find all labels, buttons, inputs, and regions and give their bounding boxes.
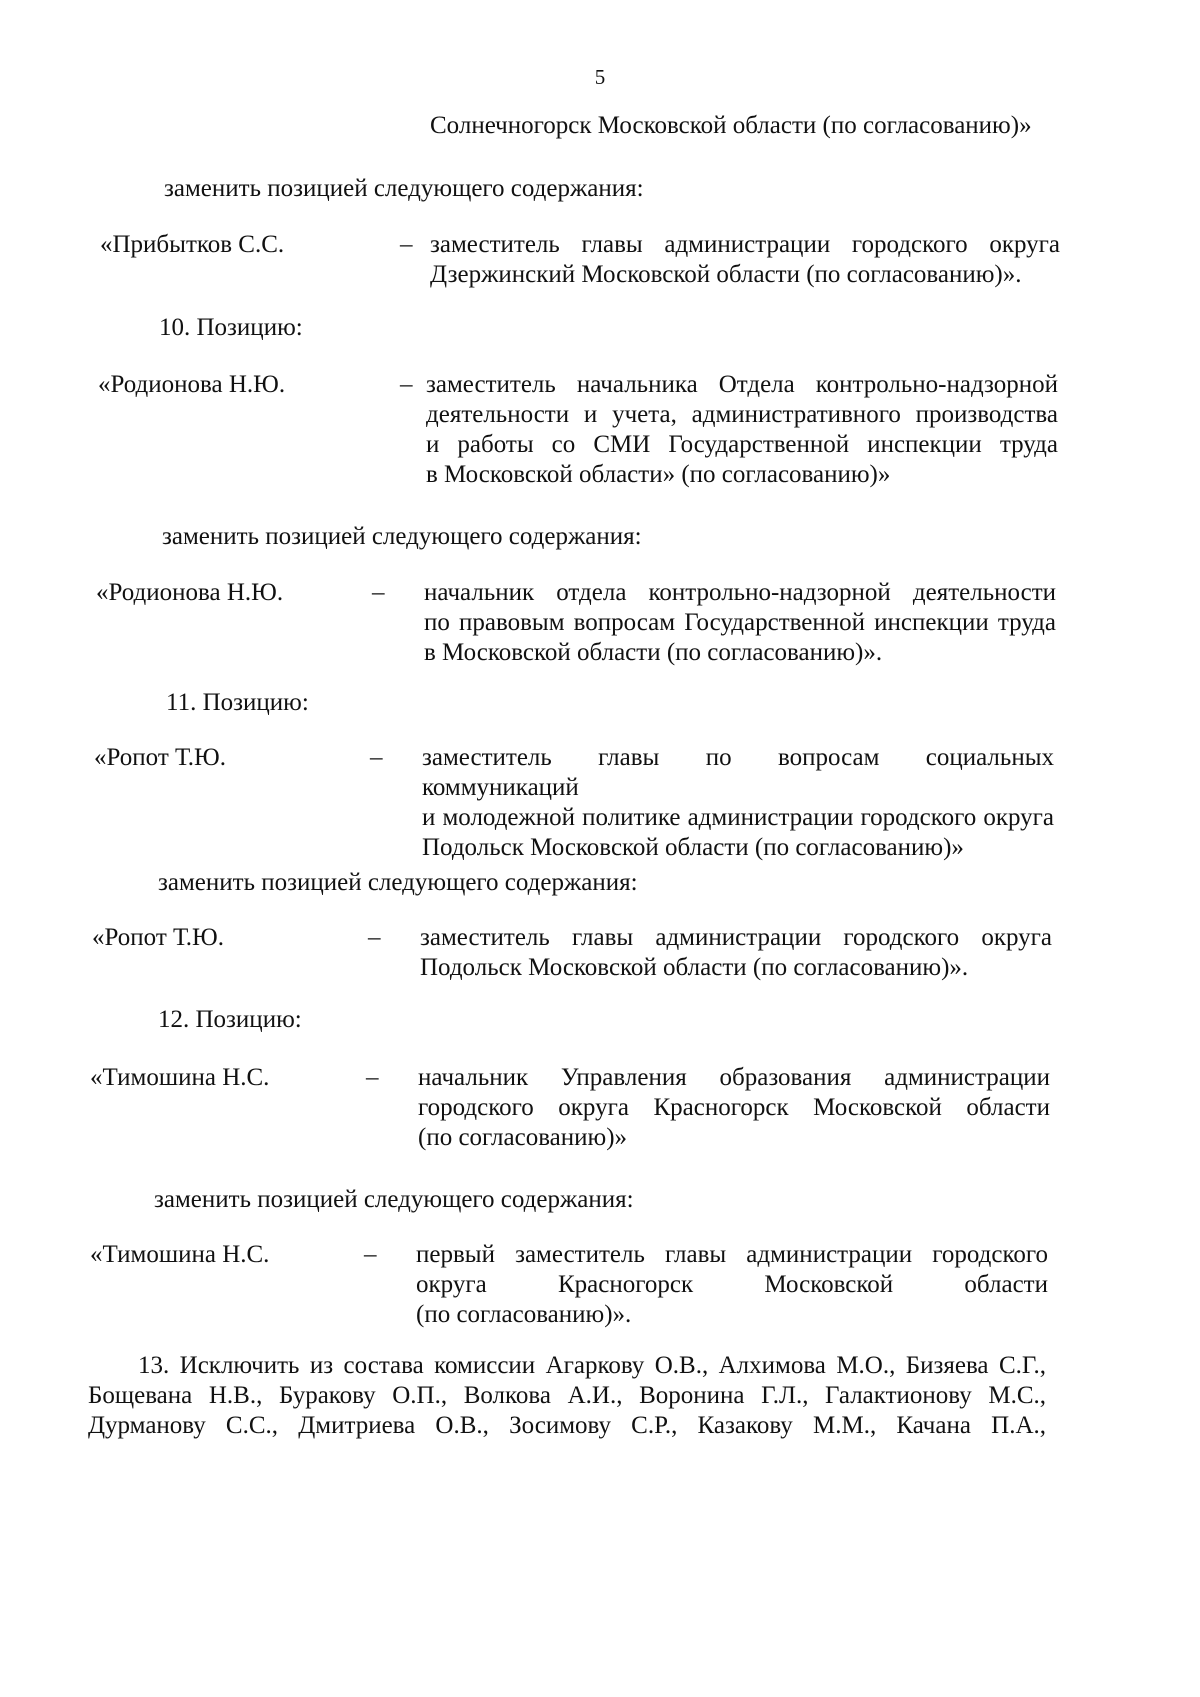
entry-description-line: Дзержинский Московской области (по согласованию)».: [430, 261, 1022, 288]
entry-description-line: и молодежной политике администрации городского округа: [422, 804, 1054, 831]
entry-rodionova-old: [100, 370, 1100, 494]
entry-ropot-new: [92, 923, 1100, 985]
entry-name: «Ропот Т.Ю.: [94, 744, 226, 771]
entry-description-line: (по согласованию)».: [416, 1301, 632, 1328]
entry-description: [426, 370, 1058, 490]
paragraph-line: Бощевана Н.В., Буракову О.П., Волкова А.И., Воронина Г.Л., Галактионову М.С.,: [88, 1382, 1046, 1409]
entry-description-line: в Московской области (по согласованию)».: [424, 639, 883, 666]
entry-description-line: в Московской области» (по согласованию)»: [426, 461, 891, 488]
position-heading-12: 12. Позицию:: [158, 1006, 302, 1033]
paragraph-line: Дурманову С.С., Дмитриева О.В., Зосимову С.Р., Казакову М.М., Качана П.А.,: [88, 1412, 1046, 1439]
entry-description-line: заместитель главы по вопросам социальных коммуникаций: [422, 744, 1054, 801]
entry-description-line: Подольск Московской области (по согласованию)».: [420, 954, 969, 981]
entry-name: «Тимошина Н.С.: [90, 1241, 270, 1268]
entry-description-line: и работы со СМИ Государственной инспекции труда: [426, 431, 1058, 458]
entry-description-line: начальник Управления образования администрации: [418, 1064, 1050, 1091]
replace-phrase: заменить позицией следующего содержания:: [164, 175, 644, 202]
entry-description-line: деятельности и учета, административного производства: [426, 401, 1058, 428]
item-13-paragraph: [88, 1351, 1046, 1441]
paragraph-line: 13. Исключить из состава комиссии Агаркову О.В., Алхимова М.О., Бизяева С.Г.,: [138, 1352, 1046, 1379]
continuation-line: Солнечногорск Московской области (по согласованию)»: [430, 112, 1032, 139]
entry-pribytkov-new: [100, 230, 1100, 292]
entry-dash: –: [366, 1064, 379, 1091]
entry-description-line: городского округа Красногорск Московской области: [418, 1094, 1050, 1121]
entry-description: [418, 1063, 1050, 1153]
entry-rodionova-new: [96, 578, 1100, 670]
entry-timoshina-old: [90, 1063, 1100, 1155]
replace-phrase: заменить позицией следующего содержания:: [154, 1186, 634, 1213]
entry-description-line: округа Красногорск Московской области: [416, 1271, 1048, 1298]
entry-description-line: по правовым вопросам Государственной инспекции труда: [424, 609, 1056, 636]
entry-dash: –: [364, 1241, 377, 1268]
entry-description-line: заместитель главы администрации городского округа: [430, 231, 1060, 258]
entry-name: «Ропот Т.Ю.: [92, 924, 224, 951]
entry-description: [420, 923, 1052, 983]
entry-description: [424, 578, 1056, 668]
entry-name: «Тимошина Н.С.: [90, 1064, 270, 1091]
entry-description: [430, 230, 1060, 290]
entry-ropot-old: [94, 743, 1100, 861]
entry-dash: –: [400, 371, 413, 398]
entry-dash: –: [368, 924, 381, 951]
entry-name: «Прибытков С.С.: [100, 231, 285, 258]
entry-timoshina-new: [90, 1240, 1100, 1332]
position-heading-10: 10. Позицию:: [159, 314, 303, 341]
entry-description-line: первый заместитель главы администрации городского: [416, 1241, 1048, 1268]
replace-phrase: заменить позицией следующего содержания:: [158, 869, 638, 896]
entry-name: «Родионова Н.Ю.: [96, 579, 284, 606]
entry-description-line: начальник отдела контрольно-надзорной деятельности: [424, 579, 1056, 606]
entry-description-line: заместитель начальника Отдела контрольно-надзорной: [426, 371, 1058, 398]
entry-dash: –: [370, 744, 383, 771]
entry-dash: –: [400, 231, 413, 258]
entry-dash: –: [372, 579, 385, 606]
position-heading-11: 11. Позицию:: [166, 689, 309, 716]
entry-description-line: (по согласованию)»: [418, 1124, 628, 1151]
entry-description: [422, 743, 1054, 863]
entry-description-line: заместитель главы администрации городского округа: [420, 924, 1052, 951]
page-number: 5: [594, 65, 606, 89]
entry-description-line: Подольск Московской области (по согласованию)»: [422, 834, 964, 861]
entry-name: «Родионова Н.Ю.: [98, 371, 286, 398]
entry-description: [416, 1240, 1048, 1330]
replace-phrase: заменить позицией следующего содержания:: [162, 523, 642, 550]
